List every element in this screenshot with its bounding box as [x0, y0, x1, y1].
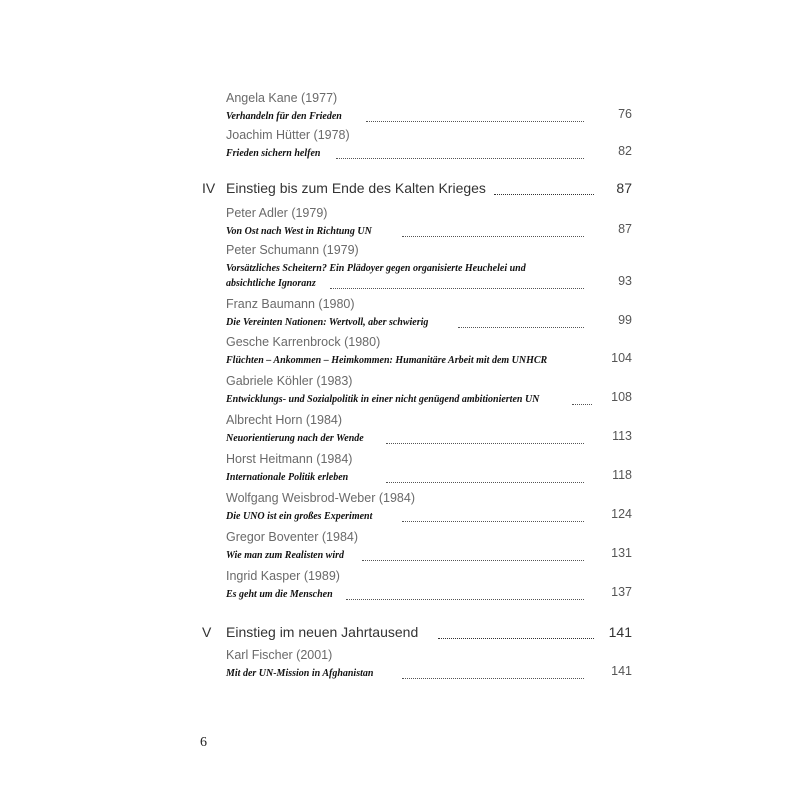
author-name: Peter Schumann (1979) [226, 243, 359, 257]
page-number: 93 [618, 274, 632, 288]
author-name: Franz Baumann (1980) [226, 297, 355, 311]
page-number: 118 [612, 468, 632, 482]
dot-leader [346, 587, 584, 600]
page-number: 124 [611, 507, 632, 521]
chapter-title: Mit der UN-Mission in Afghanistan [226, 668, 374, 679]
section-title: Einstieg bis zum Ende des Kalten Krieges [226, 180, 486, 196]
section-numeral: V [202, 624, 212, 640]
dot-leader [402, 224, 584, 237]
section-title: Einstieg im neuen Jahrtausend [226, 624, 419, 640]
page-number: 137 [611, 585, 632, 599]
chapter-title: Neuorientierung nach der Wende [226, 433, 364, 444]
section-page-number: 141 [608, 624, 632, 640]
page-number: 113 [612, 429, 632, 443]
section-numeral: IV [202, 180, 216, 196]
chapter-title: Verhandeln für den Frieden [226, 111, 342, 122]
page-number: 131 [611, 546, 632, 560]
dot-leader [386, 470, 584, 483]
chapter-title: Flüchten – Ankommen – Heimkommen: Humanitäre Arbeit mit dem UNHCR [226, 355, 548, 366]
chapter-title: Frieden sichern helfen [226, 148, 321, 159]
dot-leader [366, 109, 584, 122]
author-name: Angela Kane (1977) [226, 91, 338, 105]
author-name: Wolfgang Weisbrod-Weber (1984) [226, 491, 415, 505]
dot-leader [494, 181, 594, 195]
page-number: 99 [618, 313, 632, 327]
chapter-title: Die UNO ist ein großes Experiment [226, 511, 373, 522]
dot-leader [330, 276, 584, 289]
page-number: 141 [611, 664, 632, 678]
author-name: Karl Fischer (2001) [226, 648, 333, 662]
page-number: 108 [611, 390, 632, 404]
chapter-title: Die Vereinten Nationen: Wertvoll, aber schwierig [226, 317, 429, 328]
page-number: 104 [611, 351, 632, 365]
page-folio: 6 [200, 735, 207, 750]
dot-leader [386, 431, 584, 444]
dot-leader [402, 509, 584, 522]
dot-leader [458, 315, 584, 328]
author-name: Gregor Boventer (1984) [226, 530, 359, 544]
page-number: 87 [618, 222, 632, 236]
chapter-title: Von Ost nach West in Richtung UN [226, 226, 372, 237]
section-page-number: 87 [616, 180, 632, 196]
author-name: Ingrid Kasper (1989) [226, 569, 340, 583]
author-name: Horst Heitmann (1984) [226, 452, 353, 466]
chapter-title-continued: absichtliche Ignoranz [226, 278, 316, 289]
dot-leader [336, 146, 584, 159]
author-name: Albrecht Horn (1984) [226, 413, 343, 427]
chapter-title: Internationale Politik erleben [226, 472, 349, 483]
author-name: Joachim Hütter (1978) [226, 128, 350, 142]
author-name: Gabriele Köhler (1983) [226, 374, 353, 388]
dot-leader [438, 625, 594, 639]
chapter-title: Vorsätzliches Scheitern? Ein Plädoyer gegen organisierte Heuchelei und [226, 263, 526, 274]
chapter-title: Wie man zum Realisten wird [226, 550, 344, 561]
chapter-title: Entwicklungs- und Sozialpolitik in einer nicht genügend ambitionierten UN [226, 394, 540, 405]
dot-leader [362, 548, 584, 561]
author-name: Peter Adler (1979) [226, 206, 328, 220]
dot-leader [402, 666, 584, 679]
author-name: Gesche Karrenbrock (1980) [226, 335, 381, 349]
page-number: 82 [618, 144, 632, 158]
page-number: 76 [618, 107, 632, 121]
chapter-title: Es geht um die Menschen [226, 589, 333, 600]
